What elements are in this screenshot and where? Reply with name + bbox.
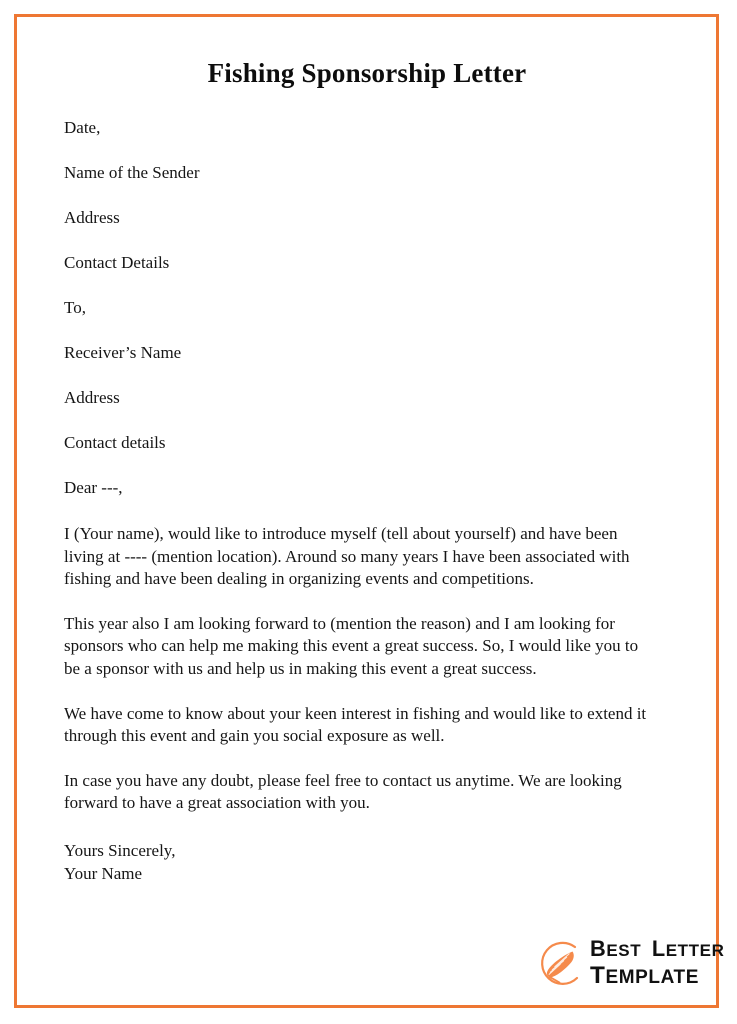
brand-logo-emplate: EMPLATE — [605, 966, 700, 988]
brand-logo-b: B — [590, 935, 607, 961]
sender-name-line: Name of the Sender — [64, 163, 200, 182]
recipient-address-block — [64, 298, 658, 453]
brand-logo-line-1 — [590, 935, 725, 961]
brand-logo — [534, 932, 725, 994]
brand-logo-l: L — [651, 935, 666, 961]
recipient-name-line: Receiver’s Name — [64, 343, 182, 362]
closing-block — [64, 839, 658, 885]
recipient-address-line: Address — [64, 388, 120, 407]
brand-logo-etter: ETTER — [665, 940, 725, 960]
sender-contact-line: Contact Details — [64, 253, 170, 272]
salutation: Dear ---, — [64, 478, 123, 497]
page-title: Fishing Sponsorship Letter — [207, 58, 527, 88]
brand-logo-line-2 — [590, 961, 724, 989]
letter-body — [64, 523, 658, 815]
sender-address-line: Address — [64, 208, 120, 227]
body-paragraph-3: We have come to know about your keen interest in fishing and would like to extend it through this event and gain you social exposure as well. — [64, 703, 647, 746]
sender-date-line: Date, — [64, 118, 101, 137]
recipient-contact-line: Contact details — [64, 433, 166, 452]
quill-in-circle-icon — [534, 935, 586, 991]
brand-logo-t: T — [590, 961, 606, 989]
letter-content — [64, 56, 658, 885]
recipient-to-line: To, — [64, 298, 86, 317]
valediction: Yours Sincerely, — [64, 840, 176, 860]
sender-address-block — [64, 118, 658, 273]
body-paragraph-2: This year also I am looking forward to (mention the reason) and I am looking for sponsors who can help me making this event a great success. So, I would like you to be a sponsor with us and help us in making this event a great success. — [64, 613, 639, 678]
body-paragraph-1: I (Your name), would like to introduce myself (tell about yourself) and have been living at ---- (mention location). Around so many years I have been associated with fishing and have been dealing in organizing events and competitions. — [64, 524, 630, 589]
brand-logo-est: EST — [606, 940, 642, 960]
brand-logo-text — [590, 935, 725, 989]
signature-name: Your Name — [64, 863, 143, 883]
body-paragraph-4: In case you have any doubt, please feel free to contact us anytime. We are looking forward to have a great association with you. — [64, 770, 622, 813]
